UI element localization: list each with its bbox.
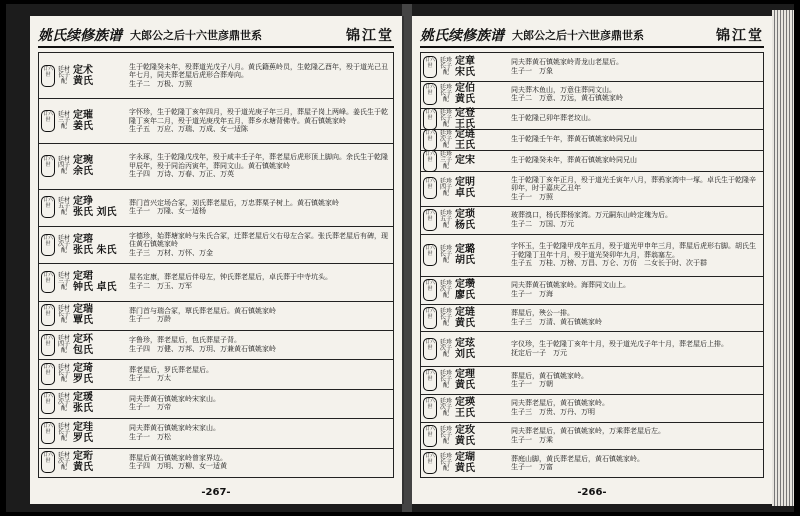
biography-text: 生于乾隆癸未年，殁葬道光戊子八月。黄氏籍蕉岭员，生乾隆乙酉年，殁于道光己丑年七月，同夫葬老屋后虎形合葬寿向。 xyxy=(129,62,388,80)
person-name: 定琐 xyxy=(455,208,475,220)
generation-badge xyxy=(39,330,57,359)
biography xyxy=(509,422,763,450)
children-line: 抚定后一子 万元 xyxy=(511,348,567,357)
biography xyxy=(127,448,393,477)
page-number: -266- xyxy=(577,487,607,498)
person-name: 定琤 xyxy=(73,196,93,208)
generation-badge xyxy=(421,81,439,109)
person-name: 定瓒 xyxy=(455,278,475,290)
children-line: 生子三 万贵、万丹、万明 xyxy=(511,407,595,416)
name-block xyxy=(71,359,127,388)
generation-badge xyxy=(421,206,439,234)
name-block xyxy=(453,129,509,150)
spouse-name: 黄氏 xyxy=(73,462,93,474)
name-block xyxy=(71,189,127,226)
biography-text: 葬屋后，殃公一排。 xyxy=(511,309,574,318)
biography-text: 字鲁珍，葬老屋后，包氏葬屋子背。 xyxy=(129,336,241,345)
name-block xyxy=(71,330,127,359)
person-name: 定璐 xyxy=(455,243,475,255)
person-name: 定伯 xyxy=(455,83,475,95)
spouse-name: 王氏 xyxy=(455,118,475,130)
name-block xyxy=(453,276,509,304)
name-block xyxy=(71,226,127,263)
genealogy-entry xyxy=(421,276,763,305)
generation-label: 廿六世 xyxy=(41,451,55,473)
relation-label: 廷珍长子配 xyxy=(439,56,452,76)
relation-label: 廷材长子配 xyxy=(57,65,70,85)
relation-label: 廷珍次子配 xyxy=(439,397,452,417)
spouse-name: 黄氏 xyxy=(455,463,475,475)
name-block xyxy=(453,150,509,171)
relation-label: 廷珍次子配 xyxy=(439,338,452,358)
generation-label: 廿六世 xyxy=(41,110,55,132)
right-page xyxy=(412,16,772,504)
biography-text: 字德珍，始葬塘家岭与朱氏合冢，迁葬老屋后父右母左合冢。张氏葬老屋后有碑，现住黄石镇姚家岭 xyxy=(129,231,388,249)
generation-badge xyxy=(421,394,439,422)
entries-table xyxy=(38,52,394,478)
biography xyxy=(509,449,763,477)
generation-badge xyxy=(39,189,57,226)
spouse-name: 黄氏 xyxy=(455,94,475,106)
name-block xyxy=(71,143,127,188)
biography-text: 葬门首兴定场合冢，刘氏葬老屋后，万忠葬栗子树上。黄石镇姚家岭 xyxy=(129,198,339,207)
page-header xyxy=(38,24,394,48)
name-block xyxy=(453,422,509,450)
genealogy-entry xyxy=(421,171,763,207)
children-line: 生子二 万极、万照 xyxy=(129,79,192,88)
biography-text: 生于乾隆壬午年，葬黄石镇姚家岭同兄山 xyxy=(511,135,637,144)
generation-badge xyxy=(421,53,439,81)
generation-label: 廿六世 xyxy=(41,196,55,218)
genealogy-entry xyxy=(39,359,393,389)
spouse-name: 包氏 xyxy=(73,344,93,356)
generation-label: 廿六世 xyxy=(41,155,55,177)
spouse-name: 张氏 刘氏 xyxy=(73,207,117,219)
name-block xyxy=(71,98,127,143)
generation-badge xyxy=(39,98,57,143)
person-name: 定宋 xyxy=(455,155,475,166)
biography xyxy=(127,330,393,359)
relation-label: 廷材五子配 xyxy=(57,197,70,217)
children-line: 生子一 万松 xyxy=(129,432,171,441)
spouse-name: 罗氏 xyxy=(73,374,93,386)
biography xyxy=(127,189,393,226)
relation-label: 廷材四子配 xyxy=(57,334,70,354)
spouse-name: 廖氏 xyxy=(455,289,475,301)
spouse-name: 张氏 朱氏 xyxy=(73,244,117,256)
person-name: 定瑛 xyxy=(455,396,475,408)
person-name: 定琬 xyxy=(73,154,93,166)
genealogy-entry xyxy=(421,81,763,110)
biography-text: 玻葬溴口，杨氏葬杨家湾。万元嗣东山岭定瑰为后。 xyxy=(511,211,672,220)
genealogy-entry xyxy=(421,53,763,82)
children-line: 生子一 万乘 xyxy=(511,435,553,444)
biography-text: 生于乾隆丁亥年正月，殁于道光壬寅年八月，葬鸦家湾中一塚。卓氏生于乾隆辛卯年，时于嘉庆乙丑年 xyxy=(511,175,756,193)
biography-text: 同夫葬黄石镇姚家岭宋家山。 xyxy=(129,424,220,433)
generation-badge xyxy=(421,150,439,171)
genealogy-entry xyxy=(39,448,393,478)
name-block xyxy=(453,449,509,477)
person-name: 定瑢 xyxy=(73,233,93,245)
children-line: 生子四 万明、万柳、女一适黄 xyxy=(129,462,227,471)
lineage-title: 大郎公之后十六世彦鼎世系 xyxy=(512,29,644,42)
generation-label: 廿六世 xyxy=(423,369,437,391)
biography xyxy=(127,98,393,143)
children-line: 生子一 万太 xyxy=(129,374,171,383)
generation-label: 廿六世 xyxy=(423,425,437,447)
relation-label: 廷珍四子配 xyxy=(439,178,452,198)
name-block xyxy=(453,108,509,129)
left-page xyxy=(30,16,404,504)
spouse-name: 刘氏 xyxy=(455,348,475,360)
generation-label: 廿六世 xyxy=(41,65,55,87)
genealogy-entry xyxy=(421,129,763,151)
person-name: 定瑞 xyxy=(73,304,93,316)
generation-badge xyxy=(421,366,439,394)
children-line: 生子三 万材、万怀、万金 xyxy=(129,248,213,257)
biography-text: 同夫葬黄石镇姚家岭。海葬同文山上。 xyxy=(511,281,630,290)
genealogy-entry xyxy=(421,304,763,333)
person-name: 定章 xyxy=(455,55,475,67)
relation-label: 廷珍长子配 xyxy=(439,108,452,128)
person-name: 定珪 xyxy=(73,421,93,433)
biography-text: 字永琢，生于乾隆戊戌年，殁于咸丰壬子年，葬老屋后虎形顶上脚向。余氏生于乾隆甲辰年，殁于同治丙寅年，葬同文山。黄石镇姚家岭 xyxy=(129,153,388,170)
generation-badge xyxy=(421,304,439,332)
genealogy-entry xyxy=(39,263,393,301)
name-block xyxy=(453,394,509,422)
spouse-name: 黄氏 xyxy=(455,435,475,447)
genealogy-entry xyxy=(39,226,393,264)
genealogy-entry xyxy=(421,394,763,423)
biography xyxy=(509,304,763,332)
person-name: 定珩 xyxy=(73,451,93,463)
spouse-name: 黄氏 xyxy=(73,75,93,87)
name-block xyxy=(453,81,509,109)
lineage-title: 大郎公之后十六世彦鼎世系 xyxy=(130,29,262,42)
spouse-name: 黄氏 xyxy=(455,380,475,392)
name-block xyxy=(71,301,127,330)
relation-label: 廷珍次子配 xyxy=(439,129,452,149)
person-name: 定珺 xyxy=(73,270,93,282)
generation-label: 廿六世 xyxy=(423,150,437,172)
open-book xyxy=(6,4,794,512)
children-line: 生子五 万应、万瑞、万成、女一适陈 xyxy=(129,125,248,134)
generation-badge xyxy=(39,263,57,300)
genealogy-entry xyxy=(39,330,393,360)
genealogy-entry xyxy=(421,234,763,277)
genealogy-entry xyxy=(421,422,763,451)
children-line: 生子五 万桂、万榜、万昌、万仑、万仿 二女长于时、次于群 xyxy=(511,259,707,268)
generation-badge xyxy=(39,389,57,418)
children-line: 生子一 万富 xyxy=(511,463,553,472)
biography xyxy=(509,150,763,171)
generation-badge xyxy=(421,449,439,477)
spouse-name: 王氏 xyxy=(455,407,475,419)
spouse-name: 张氏 xyxy=(73,403,93,415)
generation-badge xyxy=(39,448,57,477)
relation-label: 廷材长子配 xyxy=(57,364,70,384)
genealogy-entry xyxy=(39,389,393,419)
genealogy-entry xyxy=(421,108,763,130)
generation-badge xyxy=(421,108,439,129)
generation-label: 廿六世 xyxy=(423,279,437,301)
spouse-name: 覃氏 xyxy=(73,315,93,327)
relation-label: 廷珍长子配 xyxy=(439,453,452,473)
generation-label: 廿六世 xyxy=(423,129,437,151)
biography xyxy=(509,81,763,109)
biography xyxy=(127,389,393,418)
genealogy-entry xyxy=(39,418,393,448)
person-name: 定理 xyxy=(455,369,475,381)
relation-label: 廷珍长子配 xyxy=(439,307,452,327)
relation-label: 廷珍五子配 xyxy=(439,209,452,229)
generation-label: 廿六世 xyxy=(41,234,55,256)
children-line: 生子一 万朝 xyxy=(511,380,553,389)
children-line: 生子二 万国、万元 xyxy=(511,219,574,228)
biography-text: 同夫葬黄石镇姚家岭青龙山老屋后。 xyxy=(511,58,623,67)
genealogy-entry xyxy=(39,301,393,331)
relation-label: 廷珍三子配 xyxy=(439,150,452,170)
spouse-name: 姜氏 xyxy=(73,120,93,132)
biography-text: 葬屋后，黄石镇姚家岭。 xyxy=(511,371,588,380)
person-name: 定明 xyxy=(455,177,475,189)
generation-label: 廿六世 xyxy=(423,338,437,360)
biography xyxy=(509,276,763,304)
generation-badge xyxy=(421,171,439,206)
person-name: 定琦 xyxy=(73,363,93,375)
spouse-name: 黄氏 xyxy=(455,317,475,329)
name-block xyxy=(453,304,509,332)
name-block xyxy=(453,53,509,81)
relation-label: 廷材次子配 xyxy=(57,234,70,254)
biography-text: 字仪珍，生于乾隆丁亥年十月，殁于道光戊子年十月，葬老屋后上排。 xyxy=(511,340,728,349)
generation-label: 廿六世 xyxy=(41,271,55,293)
generation-badge xyxy=(421,276,439,304)
generation-badge xyxy=(39,226,57,263)
person-name: 定瑚 xyxy=(455,452,475,464)
genealogy-entry xyxy=(421,366,763,395)
person-name: 定瑗 xyxy=(73,392,93,404)
relation-label: 廷珍长子配 xyxy=(439,84,452,104)
person-name: 定登 xyxy=(455,107,475,119)
biography-text: 字怀玉，生于乾隆甲戌年五月，殁于道光甲申年三月，葬屋后虎形右脚。胡氏生于乾隆丁丑年十月，殁于道光癸卯年九月，葬翁塞左。 xyxy=(511,242,756,259)
biography-text: 葬老屋后，罗氏葬老屋后。 xyxy=(129,365,213,374)
biography-text: 生于乾隆癸未年，葬黄石镇姚家岭同兄山 xyxy=(511,156,637,165)
relation-label: 廷珍长子配 xyxy=(439,425,452,445)
generation-label: 廿六世 xyxy=(41,363,55,385)
genealogy-entry xyxy=(39,98,393,144)
generation-label: 廿六世 xyxy=(423,83,437,105)
biography-text: 葬门首与瑞合冢，覃氏葬老屋后。黄石镇姚家岭 xyxy=(129,306,276,315)
book-title: 姚氏续修族谱 xyxy=(38,28,122,44)
hall-name: 锦江堂 xyxy=(716,28,764,44)
person-name: 定玫 xyxy=(455,424,475,436)
children-line: 生子四 万诗、万春、万正、万英 xyxy=(129,170,234,179)
page-header xyxy=(420,24,764,48)
generation-label: 廿六世 xyxy=(41,304,55,326)
name-block xyxy=(453,206,509,234)
name-block xyxy=(71,448,127,477)
relation-label: 廷材次子配 xyxy=(57,452,70,472)
spouse-name: 王氏 xyxy=(455,139,475,151)
page-number: -267- xyxy=(201,487,231,498)
person-name: 定术 xyxy=(73,64,93,76)
biography-text: 同夫葬老屋后，黄石镇姚家岭。 xyxy=(511,399,609,408)
page-edges xyxy=(772,10,794,506)
biography xyxy=(127,359,393,388)
genealogy-entry xyxy=(39,53,393,99)
children-line: 生子一 万照 xyxy=(511,192,553,201)
children-line: 生子二 万意、万远，黄石镇姚家岭 xyxy=(511,94,623,103)
relation-label: 廷材长子配 xyxy=(57,305,70,325)
entries-table xyxy=(420,52,764,478)
children-line: 生子三 万清、黄石镇姚家岭 xyxy=(511,317,602,326)
genealogy-entry xyxy=(421,206,763,235)
children-line: 生子一 万龄 xyxy=(129,315,171,324)
generation-badge xyxy=(39,359,57,388)
biography xyxy=(509,366,763,394)
biography xyxy=(509,206,763,234)
relation-label: 廷材三子配 xyxy=(57,110,70,130)
name-block xyxy=(71,418,127,447)
biography xyxy=(509,129,763,150)
generation-badge xyxy=(421,234,439,276)
generation-label: 廿六世 xyxy=(41,422,55,444)
children-line: 生子四 万健、万邦、万玥、万兼黄石镇姚家岭 xyxy=(129,344,276,353)
biography xyxy=(127,418,393,447)
children-line: 生子一 万海 xyxy=(511,289,553,298)
generation-label: 廿六世 xyxy=(41,334,55,356)
person-name: 定琏 xyxy=(455,128,475,140)
biography xyxy=(127,53,393,98)
biography-text: 生于乾隆己卯年葬老坟山。 xyxy=(511,114,595,123)
book-title: 姚氏续修族谱 xyxy=(420,28,504,44)
children-line: 生子二 万玉、万军 xyxy=(129,281,192,290)
biography xyxy=(509,171,763,206)
name-block xyxy=(453,366,509,394)
biography xyxy=(509,234,763,276)
name-block xyxy=(453,331,509,366)
biography-text: 同夫葬黄石镇姚家岭宋家山。 xyxy=(129,394,220,403)
spouse-name: 杨氏 xyxy=(455,219,475,231)
name-block xyxy=(71,389,127,418)
person-name: 定琏 xyxy=(455,306,475,318)
generation-label: 廿六世 xyxy=(423,452,437,474)
hall-name: 锦江堂 xyxy=(346,28,394,44)
generation-label: 廿六世 xyxy=(41,392,55,414)
biography xyxy=(509,53,763,81)
genealogy-entry xyxy=(39,189,393,227)
biography xyxy=(509,331,763,366)
children-line: 生子一 万象 xyxy=(511,66,553,75)
biography xyxy=(127,301,393,330)
generation-label: 廿六世 xyxy=(423,244,437,266)
person-name: 定璀 xyxy=(73,109,93,121)
biography xyxy=(509,394,763,422)
generation-badge xyxy=(39,418,57,447)
name-block xyxy=(71,53,127,98)
biography-text: 屋名定康，葬老屋后伴母左，钟氏葬老屋后，卓氏葬于中寺坑头。 xyxy=(129,273,332,282)
generation-badge xyxy=(39,301,57,330)
genealogy-entry xyxy=(39,143,393,189)
person-name: 定玹 xyxy=(455,337,475,349)
relation-label: 廷材长子配 xyxy=(57,422,70,442)
biography-text: 葬庭山脚，黄氏葬老屋后，黄石镇姚家岭。 xyxy=(511,454,644,463)
relation-label: 廷珍长子配 xyxy=(439,244,452,264)
children-line: 生子一 万隆、女一适杨 xyxy=(129,207,206,216)
generation-label: 廿六世 xyxy=(423,56,437,78)
biography xyxy=(127,143,393,188)
biography xyxy=(127,263,393,300)
spouse-name: 罗氏 xyxy=(73,432,93,444)
spouse-name: 余氏 xyxy=(73,165,93,177)
genealogy-entry xyxy=(421,331,763,367)
generation-label: 廿六世 xyxy=(423,108,437,130)
generation-label: 廿六世 xyxy=(423,177,437,199)
name-block xyxy=(453,171,509,206)
generation-label: 廿六世 xyxy=(423,397,437,419)
generation-badge xyxy=(421,422,439,450)
spouse-name: 宋氏 xyxy=(455,66,475,78)
spouse-name: 卓氏 xyxy=(455,188,475,200)
generation-badge xyxy=(39,143,57,188)
biography-text: 字怀珍，生于乾隆丁亥年四月，殁于道光庚子年三月，葬屋子岗上两峰。姜氏生于乾隆丁亥年二月，殁于道光庚戌年五月，葬乡水塘背佛寺。黄石镇姚家岭 xyxy=(129,108,388,125)
spouse-name: 钟氏 卓氏 xyxy=(73,281,117,293)
name-block xyxy=(71,263,127,300)
biography-text: 同夫葬老屋后，黄石镇姚家岭，万乘葬老屋后左。 xyxy=(511,427,665,436)
generation-badge xyxy=(421,129,439,150)
biography-text: 葬屋后黄石镇姚家岭曾家界边。 xyxy=(129,453,227,462)
relation-label: 廷材三子配 xyxy=(57,271,70,291)
children-line: 生子一 万帝 xyxy=(129,403,171,412)
genealogy-entry xyxy=(421,150,763,172)
name-block xyxy=(453,234,509,276)
generation-label: 廿六世 xyxy=(423,209,437,231)
biography-text: 同夫葬木鱼山，万意住葬同文山。 xyxy=(511,85,616,94)
biography xyxy=(127,226,393,263)
biography xyxy=(509,108,763,129)
generation-badge xyxy=(39,53,57,98)
generation-badge xyxy=(421,331,439,366)
relation-label: 廷珍长子配 xyxy=(439,370,452,390)
person-name: 定环 xyxy=(73,333,93,345)
relation-label: 廷材次子配 xyxy=(57,393,70,413)
relation-label: 廷材四子配 xyxy=(57,155,70,175)
relation-label: 廷珍次子配 xyxy=(439,279,452,299)
genealogy-entry xyxy=(421,449,763,478)
generation-label: 廿六世 xyxy=(423,307,437,329)
spouse-name: 胡氏 xyxy=(455,254,475,266)
